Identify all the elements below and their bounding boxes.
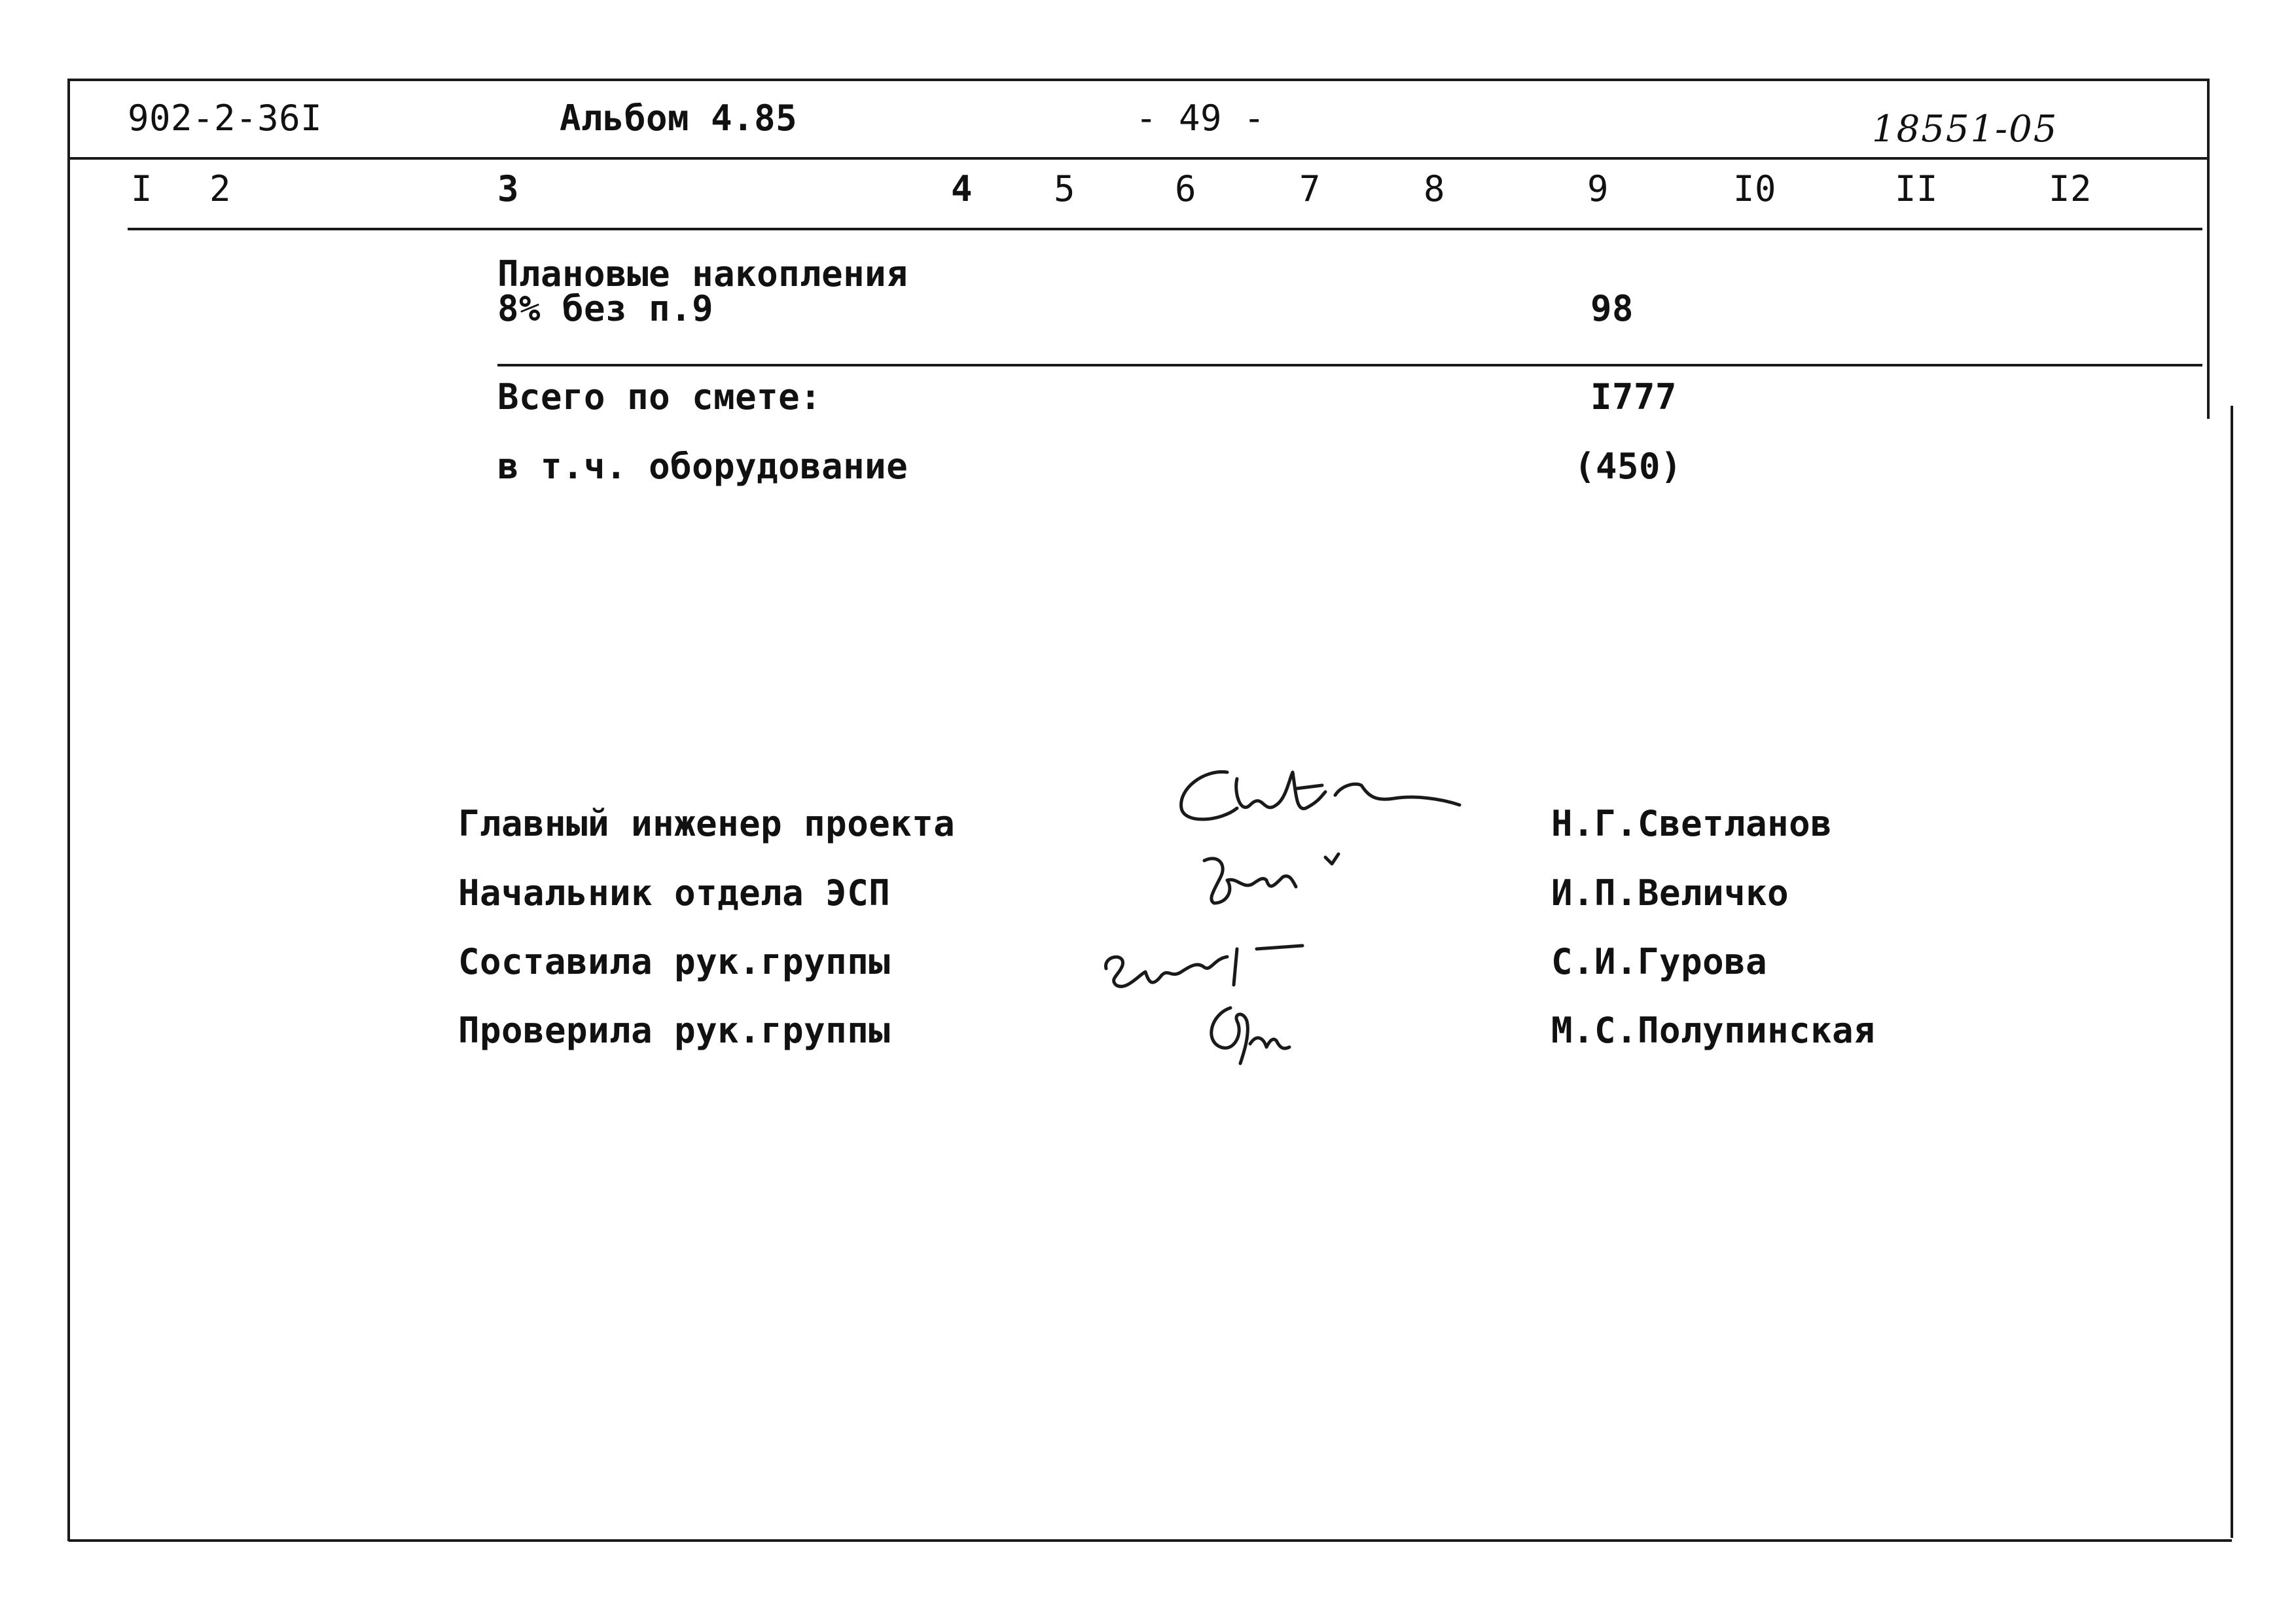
signatory-name: С.И.Гурова [1551, 941, 1768, 982]
signature-chief-engineer [1165, 753, 1466, 838]
row-label: Всего по смете: [497, 376, 822, 418]
signatory-name: Н.Г.Светланов [1551, 803, 1833, 844]
column-number: 6 [1175, 168, 1197, 209]
column-number: II [1895, 168, 1939, 209]
signatory-role: Главный инженер проекта [458, 803, 956, 844]
signatory-role: Составила рук.группы [458, 941, 891, 982]
frame-right-border-lower [2231, 406, 2233, 1538]
signature-reviewer [1191, 995, 1322, 1073]
column-number: I2 [2049, 168, 2092, 209]
row-value: 98 [1590, 288, 1634, 329]
frame-right-border-upper [2207, 79, 2210, 419]
frame-top-border [69, 79, 2209, 81]
column-number: 8 [1424, 168, 1446, 209]
column-number: 2 [209, 168, 232, 209]
column-number: 9 [1587, 168, 1609, 209]
header-separator [69, 157, 2209, 160]
row-label: в т.ч. оборудование [497, 446, 908, 487]
row-label: Плановые накопления [497, 253, 908, 294]
column-number: 4 [951, 168, 973, 209]
signatory-role: Проверила рук.группы [458, 1010, 891, 1051]
signature-department-head [1191, 841, 1361, 913]
column-number: 3 [497, 168, 520, 209]
row-value: (450) [1574, 446, 1683, 487]
frame-left-border [67, 79, 70, 1541]
signature-compiler [1086, 929, 1309, 1001]
column-number: I [131, 168, 153, 209]
row-value: I777 [1590, 376, 1677, 418]
column-header-underline [128, 228, 2202, 230]
row-separator [497, 364, 2202, 366]
inventory-number: 18551-05 [1872, 108, 2058, 151]
column-number: I0 [1733, 168, 1777, 209]
column-number: 7 [1299, 168, 1321, 209]
frame-bottom-border [69, 1539, 2232, 1542]
signatory-name: И.П.Величко [1551, 872, 1789, 914]
row-label: 8% без п.9 [497, 288, 714, 329]
column-number: 5 [1054, 168, 1076, 209]
signatory-name: М.С.Полупинская [1551, 1010, 1876, 1051]
album-label: Альбом 4.85 [560, 98, 798, 139]
doc-code: 902-2-36I [128, 98, 323, 139]
signatory-role: Начальник отдела ЭСП [458, 872, 891, 914]
page-number: - 49 - [1136, 98, 1266, 139]
